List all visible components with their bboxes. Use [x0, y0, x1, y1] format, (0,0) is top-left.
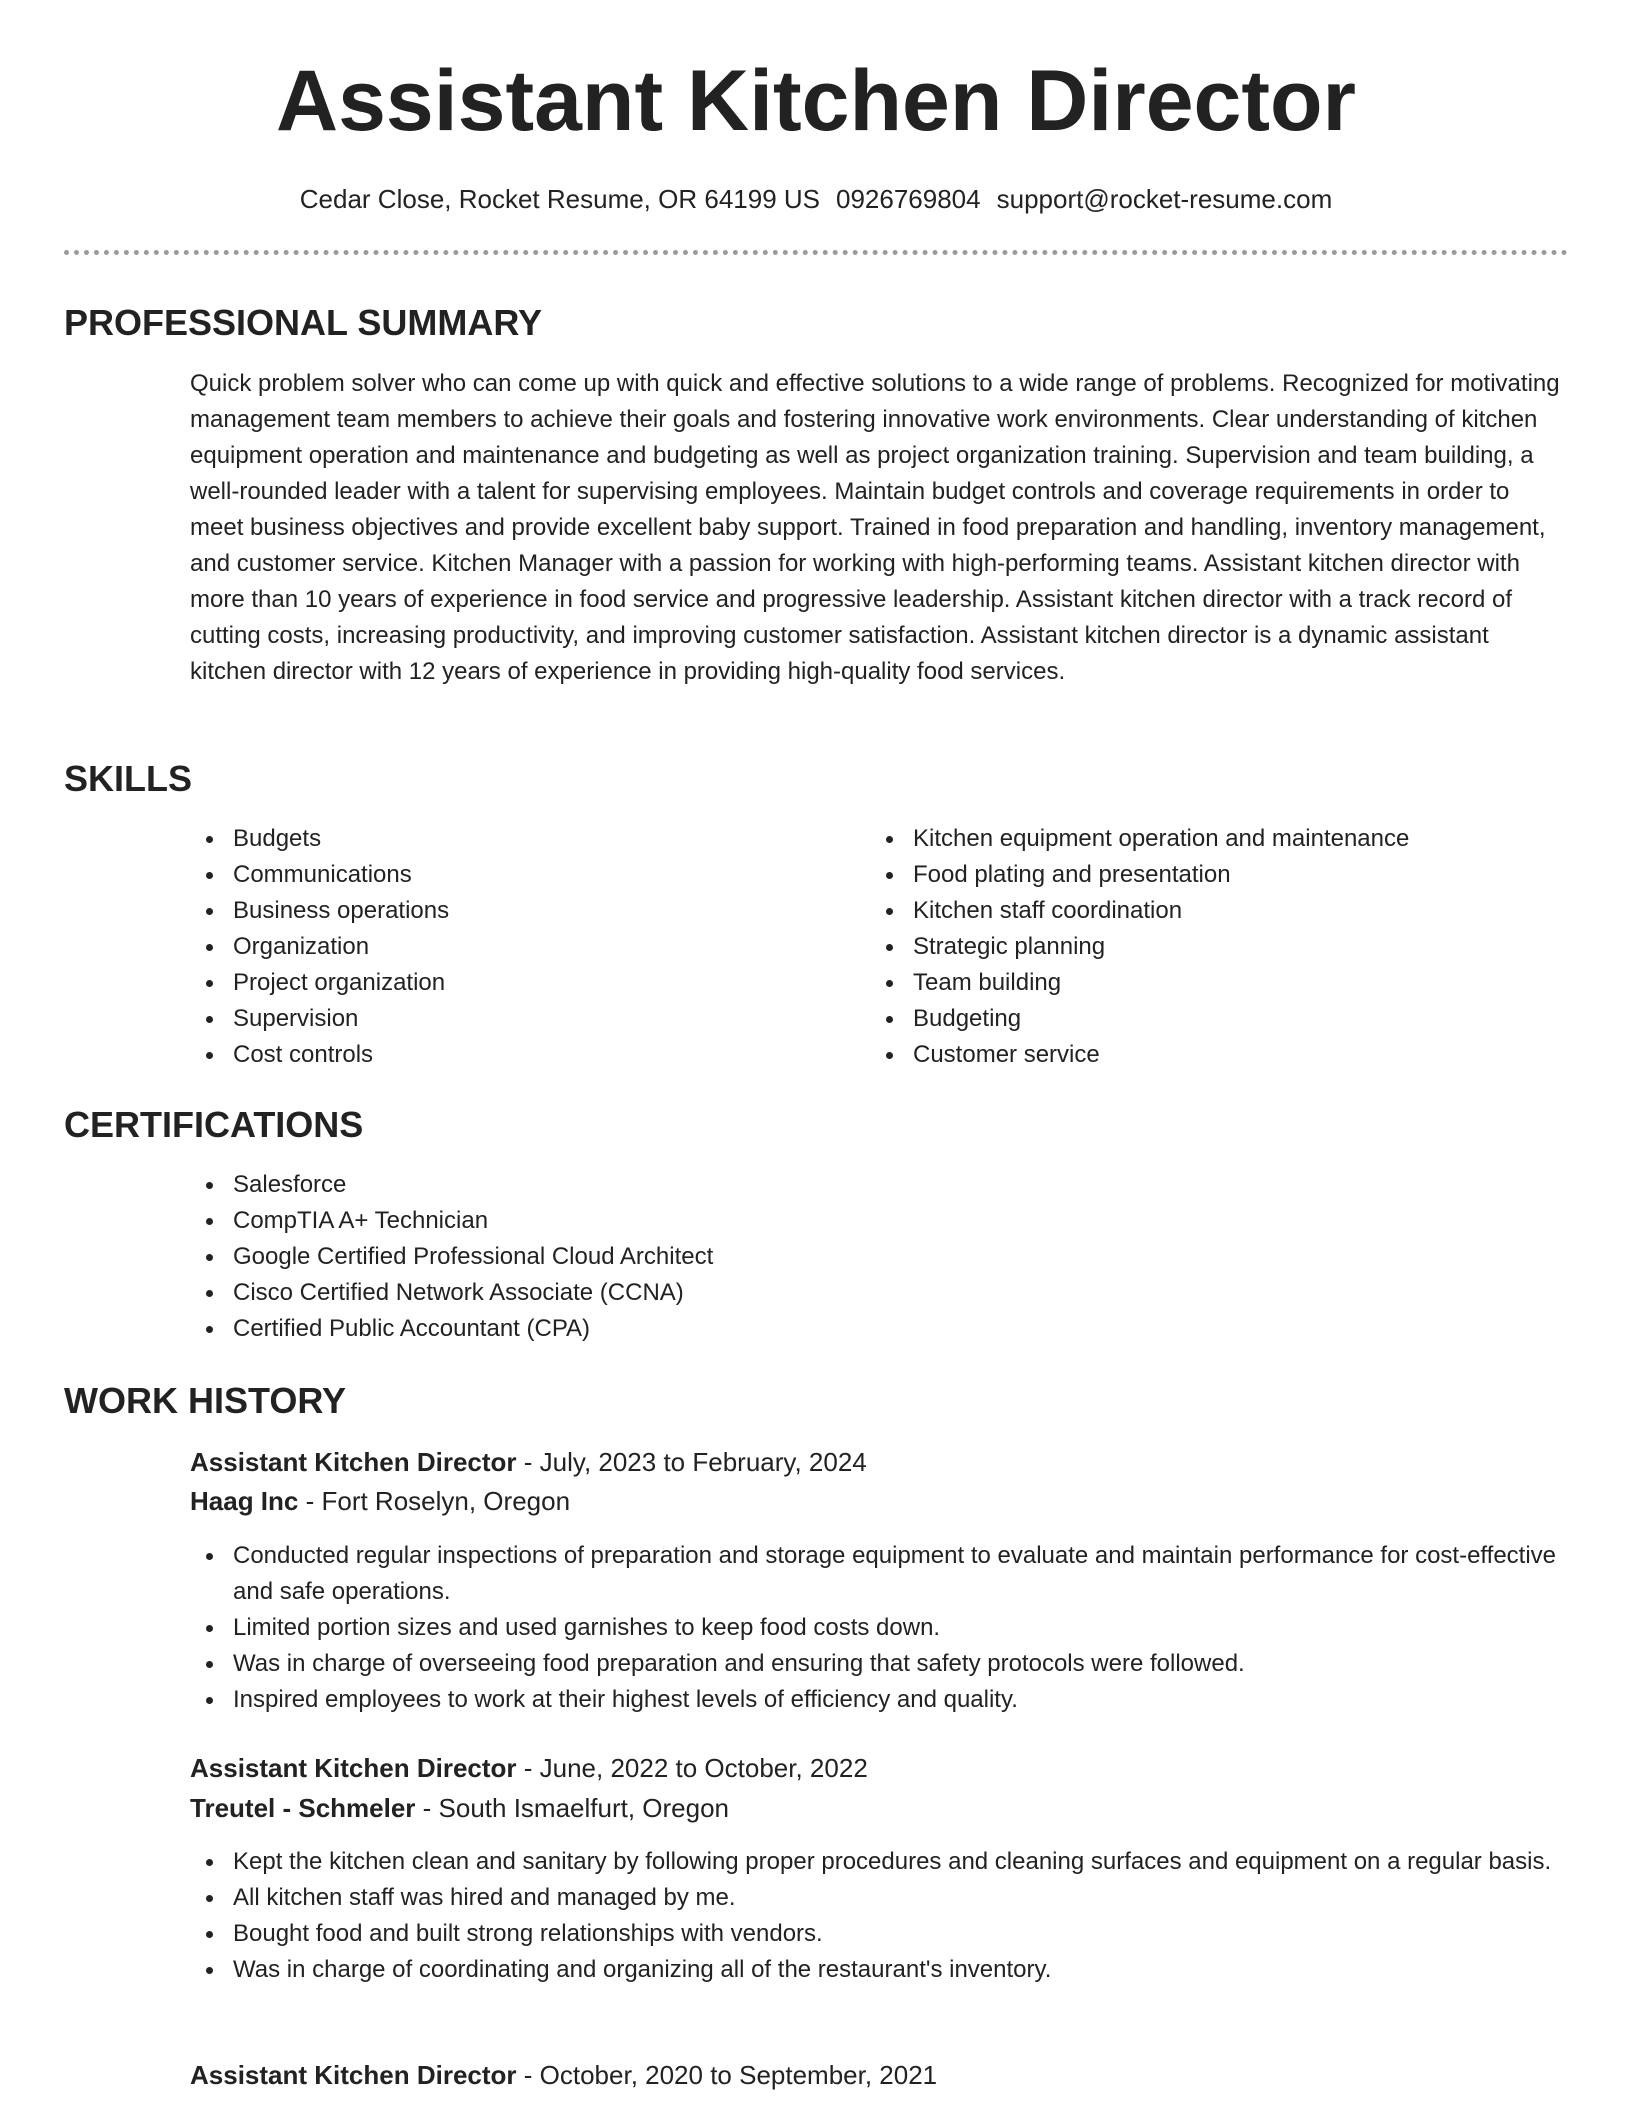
skill-item: Strategic planning [870, 929, 1570, 965]
summary-text: Quick problem solver who can come up with quick and effective solutions to a wide range of problems. Recognized for motivating management team members to achieve their goals and fostering innovative work environments. Clear understanding of kitchen equipment operation and maintenance and budgeting as well as project organization training. Supervision and team building, a well-rounded leader with a talent for supervising employees. Maintain budget controls and coverage requirements in order to meet business objectives and provide excellent baby support. Trained in food preparation and handling, inventory management, and customer service. Kitchen Manager with a passion for working with high-performing teams. Assistant kitchen director with more than 10 years of experience in food service and progressive leadership. Assistant kitchen director with a track record of cutting costs, increasing productivity, and improving customer satisfaction. Assistant kitchen director is a dynamic assistant kitchen director with 12 years of experience in providing high-quality food services. [190, 370, 1560, 685]
job-bullet: Limited portion sizes and used garnishes to keep food costs down. [190, 1610, 1562, 1646]
job-dates: - October, 2020 to September, 2021 [516, 2060, 938, 2090]
certification-item: Cisco Certified Network Associate (CCNA) [190, 1275, 1562, 1311]
job-bullet: Was in charge of overseeing food preparation and ensuring that safety protocols were followed. [190, 1646, 1562, 1682]
skill-item: Kitchen staff coordination [870, 893, 1570, 929]
skill-item: Budgeting [870, 1001, 1570, 1037]
section-title-skills: SKILLS [64, 758, 193, 799]
job-title: Assistant Kitchen Director [190, 1447, 517, 1477]
certification-item: Google Certified Professional Cloud Architect [190, 1239, 1562, 1275]
skills-list-right [870, 821, 1570, 1073]
skill-item: Organization [190, 929, 830, 965]
contact-line [0, 184, 1632, 215]
job-title-line [190, 2060, 937, 2091]
job-company: Treutel - Schmeler [190, 1793, 416, 1823]
job-bullet: All kitchen staff was hired and managed by me. [190, 1880, 1562, 1916]
section-title-certifications: CERTIFICATIONS [64, 1104, 364, 1145]
job-title-line [190, 1753, 868, 1784]
job-company: Haag Inc [190, 1486, 299, 1516]
skill-item: Communications [190, 857, 830, 893]
contact-email[interactable]: support@rocket-resume.com [996, 184, 1333, 214]
job-location: - Fort Roselyn, Oregon [298, 1486, 571, 1516]
skills-list-left [190, 821, 830, 1073]
job-bullet: Conducted regular inspections of preparation and storage equipment to evaluate and maintain performance for cost-effective and safe operations. [190, 1538, 1562, 1610]
skill-item: Food plating and presentation [870, 857, 1570, 893]
skill-item: Team building [870, 965, 1570, 1001]
job-title-line [190, 1447, 867, 1478]
job-bullet: Bought food and built strong relationships with vendors. [190, 1916, 1562, 1952]
certification-item: CompTIA A+ Technician [190, 1203, 1562, 1239]
job-bullet: Inspired employees to work at their highest levels of efficiency and quality. [190, 1682, 1562, 1718]
job-company-line [190, 1486, 570, 1517]
job-bullet: Kept the kitchen clean and sanitary by following proper procedures and cleaning surfaces and equipment on a regular basis. [190, 1844, 1562, 1880]
job-location: - South Ismaelfurt, Oregon [415, 1793, 730, 1823]
skill-item: Cost controls [190, 1037, 830, 1073]
contact-phone: 0926769804 [836, 184, 981, 214]
job-company-line [190, 1793, 729, 1824]
skill-item: Supervision [190, 1001, 830, 1037]
certifications-list [190, 1167, 1562, 1347]
job-bullets [190, 1538, 1562, 1718]
contact-address: Cedar Close, Rocket Resume, OR 64199 US [299, 184, 820, 214]
skill-item: Customer service [870, 1037, 1570, 1073]
job-title: Assistant Kitchen Director [190, 2060, 517, 2090]
job-bullet: Was in charge of coordinating and organizing all of the restaurant's inventory. [190, 1952, 1562, 1988]
job-title: Assistant Kitchen Director [190, 1753, 517, 1783]
skill-item: Project organization [190, 965, 830, 1001]
header-divider [64, 250, 1568, 255]
job-dates: - June, 2022 to October, 2022 [516, 1753, 868, 1783]
resume-name: Assistant Kitchen Director [275, 53, 1357, 149]
section-title-work-history: WORK HISTORY [64, 1380, 347, 1421]
job-dates: - July, 2023 to February, 2024 [516, 1447, 867, 1477]
certification-item: Salesforce [190, 1167, 1562, 1203]
certification-item: Certified Public Accountant (CPA) [190, 1311, 1562, 1347]
skill-item: Budgets [190, 821, 830, 857]
skill-item: Business operations [190, 893, 830, 929]
skill-item: Kitchen equipment operation and maintenance [870, 821, 1570, 857]
job-bullets [190, 1844, 1562, 1988]
section-title-summary: PROFESSIONAL SUMMARY [64, 302, 543, 343]
